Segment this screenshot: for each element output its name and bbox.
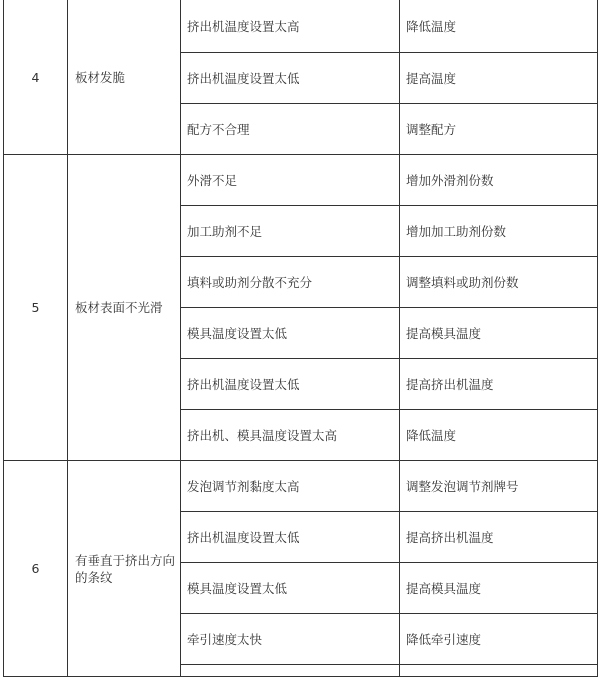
remedy-cell: 提高温度: [400, 53, 598, 104]
defect-description: 有垂直于挤出方向的条纹: [68, 461, 181, 677]
item-number: 6: [4, 461, 68, 677]
defect-description: 板材表面不光滑: [68, 155, 181, 461]
remedy-cell: [400, 665, 598, 677]
remedy-cell: 提高模具温度: [400, 563, 598, 614]
remedy-cell: 提高挤出机温度: [400, 512, 598, 563]
cause-cell: 牵引速度太快: [181, 614, 400, 665]
table-row: [4, 461, 598, 512]
cause-cell: 发泡调节剂黏度太高: [181, 461, 400, 512]
cause-cell: 挤出机温度设置太高: [181, 0, 400, 53]
remedy-cell: 提高挤出机温度: [400, 359, 598, 410]
cause-cell: [181, 665, 400, 677]
cause-cell: 加工助剂不足: [181, 206, 400, 257]
table-row: [4, 0, 598, 53]
cause-cell: 挤出机温度设置太低: [181, 53, 400, 104]
remedy-cell: 调整发泡调节剂牌号: [400, 461, 598, 512]
cause-cell: 挤出机温度设置太低: [181, 359, 400, 410]
cause-cell: 挤出机、模具温度设置太高: [181, 410, 400, 461]
remedy-cell: 调整填料或助剂份数: [400, 257, 598, 308]
remedy-cell: 调整配方: [400, 104, 598, 155]
cause-cell: 模具温度设置太低: [181, 308, 400, 359]
remedy-cell: 增加加工助剂份数: [400, 206, 598, 257]
item-number: 4: [4, 0, 68, 155]
item-number: 5: [4, 155, 68, 461]
defect-description: 板材发脆: [68, 0, 181, 155]
remedy-cell: 降低温度: [400, 410, 598, 461]
cause-cell: 填料或助剂分散不充分: [181, 257, 400, 308]
remedy-cell: 降低温度: [400, 0, 598, 53]
cause-cell: 模具温度设置太低: [181, 563, 400, 614]
remedy-cell: 增加外滑剂份数: [400, 155, 598, 206]
table-row: [4, 155, 598, 206]
cause-cell: 挤出机温度设置太低: [181, 512, 400, 563]
cause-cell: 配方不合理: [181, 104, 400, 155]
remedy-cell: 提高模具温度: [400, 308, 598, 359]
troubleshooting-table: [3, 0, 598, 677]
remedy-cell: 降低牵引速度: [400, 614, 598, 665]
cause-cell: 外滑不足: [181, 155, 400, 206]
